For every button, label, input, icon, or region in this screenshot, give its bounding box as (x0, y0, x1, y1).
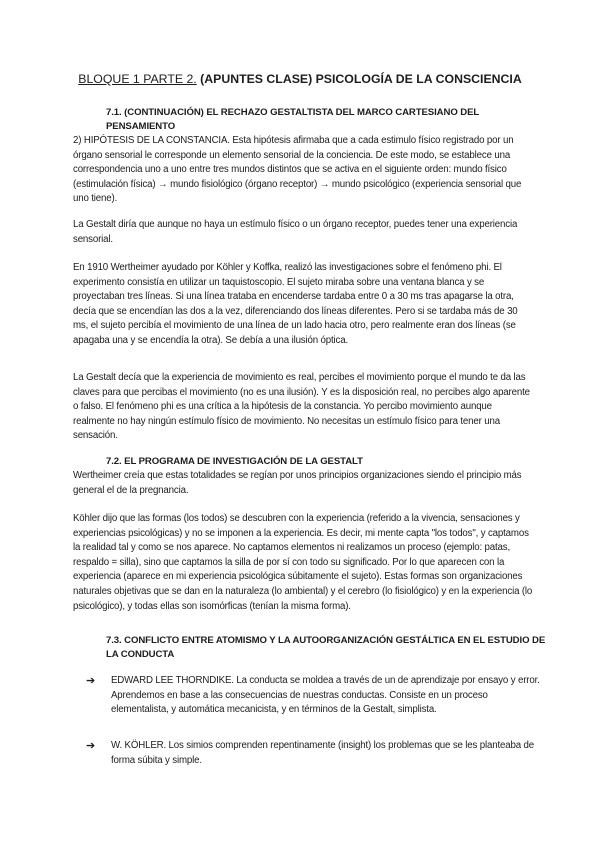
bullet-arrow-icon: ➔ (86, 675, 96, 687)
paragraph-constancy-hypothesis: 2) HIPÓTESIS DE LA CONSTANCIA. Esta hipótesis afirmaba que a cada estimulo físico registrado por un órgano sensorial le corresponde un elemento sensorial de la conciencia. De este modo, se establece una correspondencia uno a uno entre tres mundos distintos que se activa en el siguiente orden: mundo físico (estimulación física) → mundo fisiológico (órgano receptor) → mundo psicológico (experiencia sensorial que uno tiene). (73, 135, 522, 205)
paragraph-kohler-forms: Köhler dijo que las formas (los todos) se descubren con la experiencia (referido a la vivencia, sensaciones y experiencias psicológicas) y no se imponen a la experiencia. Es decir, mi mente capta "los todos", y captamos la realidad tal y como se nos aparece. No captamos elementos ni realizamos un proceso (ejemplo: patas, respaldo = silla), sino que captamos la silla de por sí con todo su significado. Por lo que aparecen con la experiencia (aparece en mi experiencia psicológica súbitamente el sujeto). Estas formas son organizaciones naturales objetivas que se dan en la naturaleza (lo ambiental) y el cerebro (lo fisiológico) y en la experiencia (lo psicológico), y todas ellas son isomórficas (tenían la misma forma). (73, 513, 533, 612)
title-main: (APUNTES CLASE) PSICOLOGÍA DE LA CONSCIENCIA (196, 72, 522, 86)
list-item-kohler: W. KÖHLER. Los simios comprenden repentinamente (insight) los problemas que se les planteaba de forma súbita y simple. (111, 740, 534, 766)
list-item-thorndike: EDWARD LEE THORNDIKE. La conducta se moldea a través de un de aprendizaje por ensayo y error. Aprendemos en base a las consecuencias de nuestras conductas. Consiste en un proceso elementalista, y automática mecanicista, y en términos de la Gestalt, simplista. (111, 675, 540, 716)
section-heading-7-3: 7.3. CONFLICTO ENTRE ATOMISMO Y LA AUTOORGANIZACIÓN GESTÁLTICA EN EL ESTUDIO DE LA CONDUCTA (106, 635, 546, 660)
bullet-arrow-icon: ➔ (86, 740, 96, 752)
document-title (0, 72, 600, 87)
section-heading-7-2: 7.2. EL PROGRAMA DE INVESTIGACIÓN DE LA GESTALT (106, 456, 363, 467)
paragraph-gestalt-view: La Gestalt diría que aunque no haya un estímulo físico o un órgano receptor, puedes tener una experiencia sensorial. (73, 219, 518, 245)
title-part-label: BLOQUE 1 PARTE 2. (78, 72, 197, 86)
paragraph-phi-experiment: En 1910 Wertheimer ayudado por Köhler y Koffka, realizó las investigaciones sobre el fenómeno phi. El experimento consistía en utilizar un taquistoscopio. El sujeto miraba sobre una ventana blanca y se proyectaban tres líneas. Si una línea trataba en encenderse tardaba entre 0 a 30 ms tras apagarse la otra, decía que se encendían las dos a la vez, diferenciando dos líneas diferentes. Pero si se tardaba más de 30 ms, el sujeto percibía el movimiento de una línea de un lado hacia otro, pero realmente eran dos líneas (se apagaba una y se encendía la otra). Se debía a una ilusión óptica. (73, 262, 518, 346)
paragraph-wertheimer-principles: Wertheimer creía que estas totalidades se regían por unos principios organizaciones siendo el principio más general el de la pregnancia. (73, 470, 522, 496)
section-heading-7-1: 7.1. (CONTINUACIÓN) EL RECHAZO GESTALTISTA DEL MARCO CARTESIANO DEL PENSAMIENTO (106, 107, 479, 132)
paragraph-movement-real: La Gestalt decía que la experiencia de movimiento es real, percibes el movimiento porque el mundo te da las claves para que percibas el movimiento (no es una ilusión). Y es la disposición real, no percibes algo aparente o falso. El fenómeno phi es una crítica a la hipótesis de la constancia. Yo percibo movimiento aunque realmente no hay ningún estímulo físico de movimiento. No necesitas un estímulo físico para tener una sensación. (73, 372, 530, 442)
